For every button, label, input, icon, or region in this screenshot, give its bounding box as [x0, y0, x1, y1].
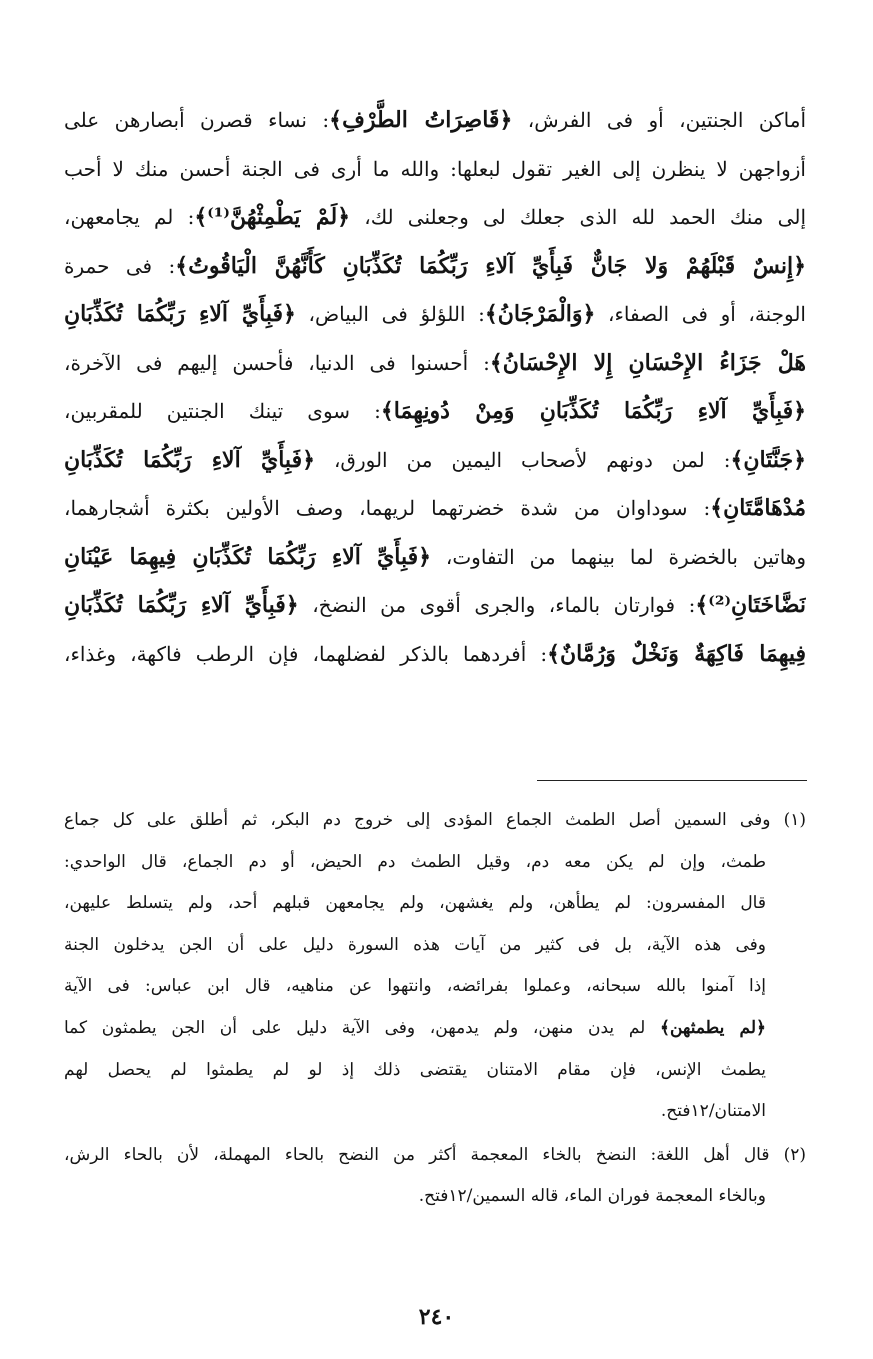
footnote-text: وفى السمين أصل الطمث الجماع المؤدى إلى خروج دم البكر، ثم أطلق على كل جماع: [64, 810, 771, 830]
footnote-quran-quote: ﴿لم يطمثهن﴾: [659, 1017, 766, 1038]
footnotes-block: [64, 800, 806, 1218]
page-number: ٢٤٠: [418, 1304, 455, 1330]
text-line: [64, 290, 806, 339]
commentary-text: أماكن الجنتين، أو فى الفرش،: [512, 108, 806, 132]
footnote-number: (١): [783, 810, 806, 830]
footnote-line: [64, 1050, 806, 1092]
footnote-text: الامتنان/١٢فتح.: [660, 1101, 766, 1122]
text-line: [64, 387, 806, 436]
commentary-text: : لم يجامعهن،: [64, 205, 195, 229]
text-line: [64, 339, 806, 388]
quran-verse: ﴿فَبِأَيِّ آلاءِ رَبِّكُمَا تُكَذِّبَانِ: [64, 446, 315, 473]
text-line: [64, 193, 806, 242]
commentary-text: الوجنة، أو فى الصفاء،: [595, 302, 806, 326]
quran-verse: ﴿فَبِأَيِّ آلاءِ رَبِّكُمَا تُكَذِّبَانِ: [64, 592, 299, 618]
text-line: [64, 145, 806, 194]
commentary-text: : سوداوان من شدة خضرتهما لريهما، وصف الأولين بكثرة أشجارهما،: [64, 496, 711, 520]
text-line: [64, 242, 806, 291]
footnote-text: لم يدن منهن، ولم يدمهن، وفى الآية دليل على أن الجن يطمثون كما: [64, 1017, 660, 1038]
commentary-text: : أحسنوا فى الدنيا، فأحسن إليهم فى الآخرة،: [64, 350, 490, 375]
commentary-text: : نساء قصرن أبصارهن على: [64, 108, 330, 132]
footnote-text: قال أهل اللغة: النضخ بالخاء المعجمة أكثر من النضح بالحاء المهملة، لأن بالحاء الرش،: [64, 1144, 770, 1165]
commentary-text: : فى حمرة: [64, 253, 176, 278]
footnote-text: قال المفسرون: لم يطأهن، ولم يغشهن، ولم يجامعهن قبلهم أحد، ولم يتسلط عليهن،: [64, 893, 766, 914]
commentary-text: إلى منك الحمد لله الذى جعلك لى وجعلنى لك،: [350, 205, 806, 229]
footnote-divider: [537, 780, 807, 781]
commentary-text: أزواجهن لا ينظرن إلى الغير تقول لبعلها: والله ما أرى فى الجنة أحسن منك لا أحب: [64, 156, 806, 181]
commentary-text: : فوارتان بالماء، والجرى أقوى من النضخ،: [298, 593, 696, 617]
quran-verse: ﴿فَبِأَيِّ آلاءِ رَبِّكُمَا تُكَذِّبَانِ: [64, 301, 296, 327]
quran-verse: هَلْ جَزَاءُ الإِحْسَانِ إِلا الإِحْسَانُ﴾: [489, 349, 806, 376]
quran-verse: نَضَّاخَتَانِ⁽²⁾﴾: [695, 592, 806, 618]
quran-verse: ﴿وَالْمَرْجَانُ﴾: [484, 301, 596, 327]
footnote-text: وبالخاء المعجمة فوران الماء، قاله السمين/١٢فتح.: [418, 1186, 766, 1207]
text-line: [64, 484, 806, 533]
quran-verse: ﴿فَبِأَيِّ آلاءِ رَبِّكُمَا تُكَذِّبَانِ فِيهِمَا عَيْنَانِ: [64, 543, 432, 570]
commentary-text: : لمن دونهم لأصحاب اليمين من الورق،: [314, 447, 731, 472]
quran-verse: مُدْهَامَّتَانِ﴾: [710, 495, 806, 521]
footnote-text: إذا آمنوا بالله سبحانه، وعملوا بفرائضه، وانتهوا عن مناهيه، قال ابن عباس: فى الآية: [64, 976, 766, 997]
quran-verse: ﴿جَنَّتَانِ﴾: [730, 446, 806, 473]
footnote-line: [64, 966, 806, 1008]
footnote-line: [64, 800, 806, 842]
text-line: [64, 96, 806, 145]
quran-verse: ﴿لَمْ يَطْمِثْهُنَّ⁽¹⁾﴾: [194, 204, 351, 230]
quran-verse: ﴿إِنسٌ قَبْلَهُمْ وَلا جَانٌّ فَبِأَيِّ آلاءِ رَبِّكُمَا تُكَذِّبَانِ كَأَنَّهُنَّ الْيَاقُوتُ﴾: [175, 252, 806, 279]
footnote-number: (٢): [783, 1144, 806, 1165]
footnote-line: [64, 1135, 806, 1177]
footnote-text: يطمث الإنس، فإن مقام الامتنان يقتضى ذلك إذ لو لم يطمثوا لم يحصل لهم: [64, 1059, 766, 1080]
footnote-line: [64, 883, 806, 925]
footnote-text: وفى هذه الآية، بل فى كثير من آيات هذه السورة دليل على أن الجن يدخلون الجنة: [64, 934, 766, 955]
text-line: [64, 581, 806, 630]
footnote-line: [64, 1091, 806, 1133]
footnote-text: طمث، وإن لم يكن معه دم، وقيل الطمث دم الحيض، أو دم الجماع، قال الواحدي:: [64, 851, 766, 872]
text-line: [64, 533, 806, 582]
commentary-text: : أفردهما بالذكر لفضلهما، فإن الرطب فاكهة، وغذاء،: [64, 641, 548, 666]
commentary-text: وهاتين بالخضرة لما بينهما من التفاوت،: [431, 544, 806, 569]
footnote-line: [64, 842, 806, 884]
footnote-line: [64, 1008, 806, 1050]
main-text-block: [64, 96, 806, 678]
quran-verse: فِيهِمَا فَاكِهَةٌ وَنَخْلٌ وَرُمَّانٌ﴾: [547, 640, 806, 667]
text-line: [64, 436, 806, 485]
footnote-line: [64, 925, 806, 967]
commentary-text: : سوى تينك الجنتين للمقربين،: [64, 399, 381, 423]
footnote-line: [64, 1176, 806, 1218]
quran-verse: ﴿فَبِأَيِّ آلاءِ رَبِّكُمَا تُكَذِّبَانِ وَمِنْ دُونِهِمَا﴾: [380, 398, 806, 424]
quran-verse: ﴿قَاصِرَاتُ الطَّرْفِ﴾: [329, 107, 513, 133]
text-line: [64, 630, 806, 679]
commentary-text: : اللؤلؤ فى البياض،: [295, 302, 485, 326]
